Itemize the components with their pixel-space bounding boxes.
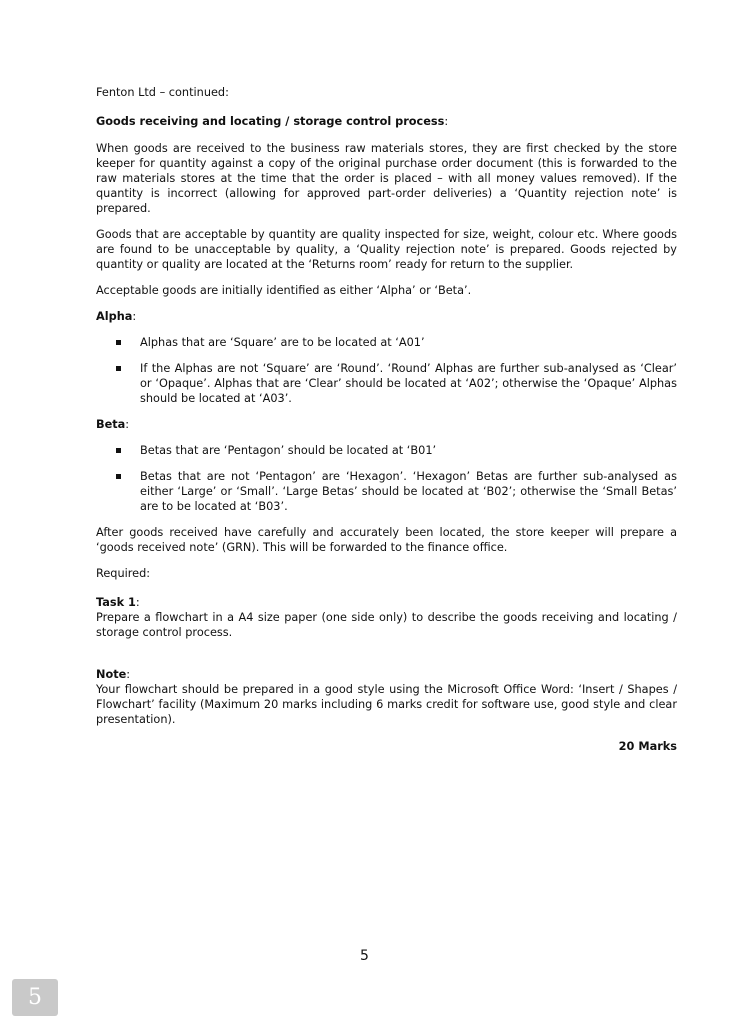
alpha-heading	[96, 309, 677, 324]
square-bullet-icon	[116, 366, 121, 371]
note-heading-label: Note	[96, 668, 127, 681]
note-block	[96, 667, 677, 727]
paragraph-quality-inspection: Goods that are acceptable by quantity are quality inspected for size, weight, colour etc. Where goods are found to be unacceptable by quality, a ‘Quality rejection note’ is prepared. Goods rejected by quantity or quality are located at the ‘Returns room’ ready for return to the supplier.	[96, 228, 677, 271]
note-heading-suffix: :	[126, 668, 131, 681]
task-block	[96, 595, 677, 640]
list-item	[96, 469, 677, 514]
beta-heading-suffix: :	[125, 418, 130, 431]
beta-item-text: Betas that are not ‘Pentagon’ are ‘Hexagon’. ‘Hexagon’ Betas are further sub-analysed as either ‘Large’ or ‘Small’. ‘Large Betas’ should be located at ‘B02’; otherwise the ‘Small Betas’ are to be located at ‘B03’.	[140, 470, 677, 513]
beta-heading-label: Beta	[96, 418, 126, 431]
list-item	[96, 443, 677, 458]
paragraph-identification: Acceptable goods are initially identified as either ‘Alpha’ or ‘Beta’.	[96, 284, 472, 297]
beta-item-text: Betas that are ‘Pentagon’ should be located at ‘B01’	[140, 444, 437, 457]
alpha-list	[96, 335, 677, 406]
list-item	[96, 361, 677, 406]
task-text: Prepare a flowchart in a A4 size paper (one side only) to describe the goods receiving and locating / storage control process.	[96, 611, 677, 639]
paragraph-grn: After goods received have carefully and accurately been located, the store keeper will prepare a ‘goods received note’ (GRN). This will be forwarded to the finance office.	[96, 526, 677, 554]
page-thumbnail-badge[interactable]: 5	[12, 979, 58, 1016]
task-heading-suffix: :	[135, 596, 140, 609]
required-label: Required:	[96, 567, 151, 580]
alpha-item-text: Alphas that are ‘Square’ are to be located at ‘A01’	[140, 336, 425, 349]
square-bullet-icon	[116, 448, 121, 453]
note-text: Your flowchart should be prepared in a good style using the Microsoft Office Word: ‘Insert / Shapes / Flowchart’ facility (Maximum 20 marks including 6 marks credit for software use, good style and clear presentation).	[96, 683, 677, 726]
alpha-heading-label: Alpha	[96, 310, 133, 323]
note-heading	[96, 667, 677, 682]
marks-total: 20 Marks	[618, 740, 677, 753]
page-number: 5	[360, 948, 369, 964]
square-bullet-icon	[116, 340, 121, 345]
alpha-heading-suffix: :	[132, 310, 137, 323]
beta-heading	[96, 417, 677, 432]
task-heading	[96, 595, 677, 610]
task-heading-label: Task 1	[96, 596, 136, 609]
list-item	[96, 335, 677, 350]
document-body	[96, 85, 677, 754]
section-title-suffix: :	[444, 115, 449, 128]
paragraph-quantity-check: When goods are received to the business raw materials stores, they are first checked by the store keeper for quantity against a copy of the original purchase order document (this is forwarded to the raw materials stores at the time that the order is placed – with all money values removed). If the quantity is incorrect (allowing for approved part-order deliveries) a ‘Quantity rejection note’ is prepared.	[96, 142, 677, 215]
continued-line: Fenton Ltd – continued:	[96, 86, 229, 99]
square-bullet-icon	[116, 474, 121, 479]
section-title: Goods receiving and locating / storage control process	[96, 115, 445, 128]
section-heading	[96, 114, 677, 129]
alpha-item-text: If the Alphas are not ‘Square’ are ‘Round’. ‘Round’ Alphas are further sub-analysed as ‘Clear’ or ‘Opaque’. Alphas that are ‘Clear’ should be located at ‘A02’; otherwise the ‘Opaque’ Alphas should be located at ‘A03’.	[140, 362, 677, 405]
beta-list	[96, 443, 677, 514]
